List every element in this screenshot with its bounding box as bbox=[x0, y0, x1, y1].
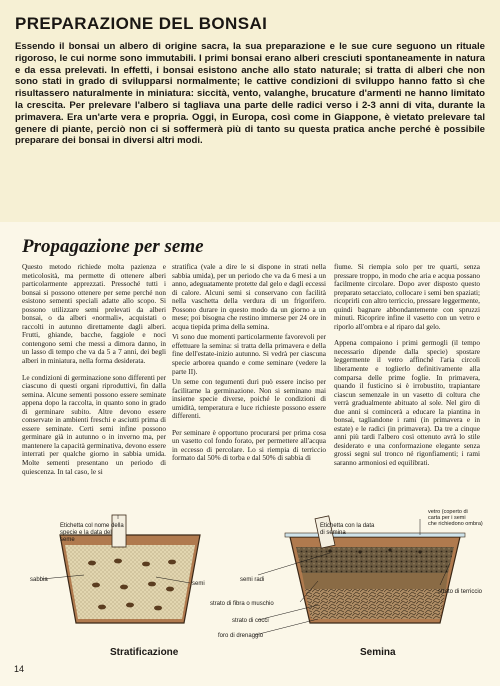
paragraph: Appena compaiono i primi germogli (il tempo necessario dipende dalla specie) spostare leggermente il vetro affinché l'aria circoli liberamente e toglierlo definitivamente alla comparsa delle prime foglie. In primavera, quando il fusticino si è irrobustito, trapiantare ciascun semenzale in un vasetto di coltura che verrà gradualmente abituato al sole. Nel giro di due anni si comincerà a educare la piantina in bonsai, tagliandone i rami (in primavera e in estate) e le radici (in primavera). Da tre a cinque anni più tardi l'albero così ottenuto avrà lo stile desiderato e una conformazione elegante senza grossi segni sul tronco né rigonfiamenti; i rami saranno armoniosi ed equilibrati. bbox=[334, 339, 480, 468]
glass-cover bbox=[285, 533, 465, 537]
label-strato-terriccio: strato di terriccio bbox=[438, 589, 483, 595]
label-semi-radi: semi radi bbox=[240, 577, 265, 583]
sowing-pot bbox=[285, 516, 465, 623]
caption-stratificazione: Stratificazione bbox=[110, 647, 179, 658]
text-column-1 bbox=[22, 263, 166, 478]
label-etichetta-left: Etichetta col nome della specie e la data del seme bbox=[60, 523, 124, 543]
label-strato-cocci: strato di cocci bbox=[232, 618, 269, 624]
intro-paragraph: Essendo il bonsai un albero di origine sacra, la sua preparazione e le sue cure seguono un rituale rigoroso, le cui norme sono immutabili. I primi bonsai erano alberi cresciuti spontaneamente in natura e da essa prelevati. In effetti, i bonsai esistono anche allo stato naturale; si tratta di alberi che non sono stati in grado di svilupparsi normalmente; le cattive condizioni di sviluppo hanno fatto sì che risultassero naturalmente in miniatura: siccità, vento, valanghe, brucature d'armenti ne hanno limitato la crescita. Per prelevare l'albero si tagliava una parte delle radici verso i 2-3 anni di vita, durante la primavera. Era un'arte vera e propria. Oggi, in Europa, così come in Giappone, è vietato prelevare tal genere di piante, perciò non ci si soffermerà più di tanto su questa pratica anche perché è possibile preparare dei bonsai in diversi altri modi. bbox=[15, 41, 485, 147]
label-strato-fibra: strato di fibra o muschio bbox=[210, 601, 274, 607]
label-etichetta-right: Etichetta con la data di semina bbox=[320, 523, 375, 536]
label-vetro: vetro (coperto di carta per i semi che richiedono ombra) bbox=[428, 509, 483, 527]
illustration bbox=[0, 505, 500, 665]
label-sabbia: sabbia bbox=[30, 577, 48, 583]
label-foro-drenaggio: foro di drenaggio bbox=[218, 633, 264, 639]
paragraph: Questo metodo richiede molta pazienza e meticolosità, ma permette di ottenere alberi particolarmente apprezzati. Pressoché tutti i bonsai si possono ottenere per seme perché non esistono sementi speciali adatte allo scopo. Si possono utilizzare semi prelevati da alberi bonsai, o da alberi «normali», acquistati o raccolti in autunno direttamente dagli alberi. Frutti, ghiande, bacche, faggiole e noci contengono semi che messi a dimora danno, in un lasso di tempo che va da 5 a 7 anni, dei begli alberi in miniatura, nella forma desiderata. bbox=[22, 263, 166, 366]
stratification-and-sowing-diagram bbox=[0, 505, 500, 665]
paragraph: Un seme con tegumenti duri può essere inciso per facilitarne la germinazione. Non si seminano mai insieme specie diverse, poiché le condizioni di umidità, temperatura e luce richieste possono essere differenti. bbox=[172, 378, 326, 421]
section-title: Propagazione per seme bbox=[22, 236, 204, 257]
text-column-2 bbox=[172, 263, 326, 465]
text-column-3 bbox=[334, 263, 480, 470]
paragraph: Le condizioni di germinazione sono differenti per ciascuno di questi organi riproduttivi, fin dalla semina. Alcune sementi possono essere seminate appena dopo la raccolta, in quanto sono in grado di germinare subito. Altre devono essere conservate in ambienti freschi e asciutti prima di essere seminate. Certi semi infine possono germinare già in autunno o in inverno ma, per mantenere la capacità germinativa, devono essere interrati per qualche giorno in sabbia umida. Molte sementi presentano un periodo di quiescenza. In tal caso, le si bbox=[22, 373, 167, 476]
page-number: 14 bbox=[14, 664, 25, 674]
caption-semina: Semina bbox=[360, 647, 396, 658]
label-semi: semi bbox=[192, 581, 205, 587]
paragraph: fiume. Si riempia solo per tre quarti, senza pressare troppo, in modo che aria e acqua possano facilmente circolare. Dopo aver disposto questo preparato setacciato, collocare i semi ben spaziati; ricoprirli con altro terriccio, pressare leggermente, quindi bagnare abbondantemente con spruzzi minuti. Ricoprire infine il vasetto con un vetro e riporlo all'ombra e al riparo dal gelo. bbox=[334, 263, 480, 331]
paragraph: Per seminare è opportuno procurarsi per prima cosa un vasetto col fondo forato, per permettere all'acqua in eccesso di percolare. Lo si riempia di terriccio formato dal 50% di torba e dal 50% di sabbia di bbox=[172, 428, 326, 463]
plant-label-icon bbox=[112, 515, 126, 547]
paragraph: Vi sono due momenti particolarmente favorevoli per effettuare la semina: si tratta della primavera e della fine dell'estate-inizio autunno. Si vedrà per ciascuna specie arborea quando e come seminare (vedere la parte II). bbox=[172, 333, 326, 376]
paragraph: stratifica (vale a dire le si dispone in strati nella sabbia umida), per un periodo che va da 6 mesi a un anno, adeguatamente protette dal gelo e dagli eccessi di calore. Alcuni semi si conservano con facilità nella vaschetta della verdura di un frigorifero. Possono durare in questo modo da un giorno a un mese; poi bisogna che restino immerse per 24 ore in acqua tiepida prima della semina. bbox=[172, 263, 326, 331]
page-title: PREPARAZIONE DEL BONSAI bbox=[15, 14, 268, 33]
